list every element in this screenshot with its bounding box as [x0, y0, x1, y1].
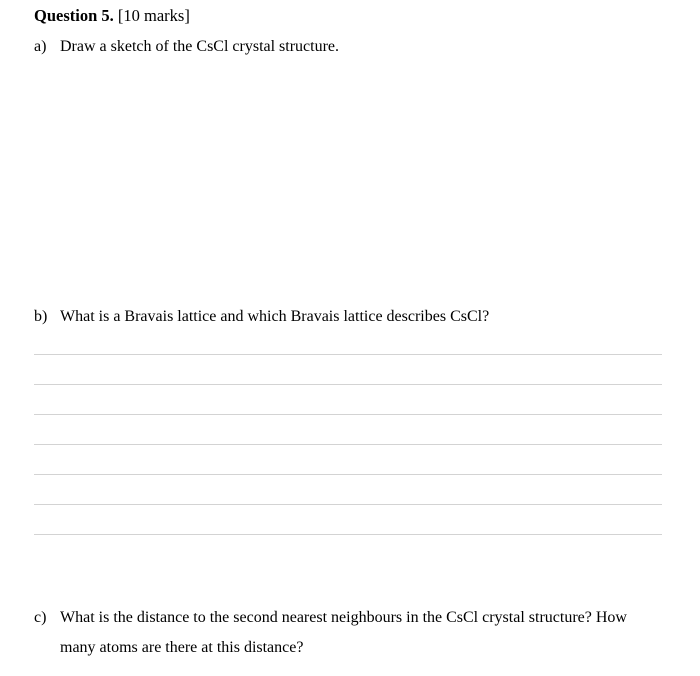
question-title — [34, 6, 190, 26]
part-c-text-line1: What is the distance to the second nearest neighbours in the CsCl crystal structure? How — [60, 609, 627, 626]
sketch-area[interactable] — [34, 64, 662, 294]
part-a-text: Draw a sketch of the CsCl crystal structure. — [60, 38, 340, 55]
part-b-text: What is a Bravais lattice and which Bravais lattice describes CsCl? — [60, 308, 490, 325]
answer-line[interactable] — [34, 414, 662, 415]
answer-line[interactable] — [34, 354, 662, 355]
question-label: Question 5. — [34, 6, 114, 25]
answer-line[interactable] — [34, 474, 662, 475]
answer-line[interactable] — [34, 384, 662, 385]
part-c-letter: c) — [34, 609, 47, 626]
answer-line[interactable] — [34, 444, 662, 445]
part-a-letter: a) — [34, 38, 47, 55]
part-b-letter: b) — [34, 308, 48, 325]
answer-lines[interactable] — [34, 354, 662, 564]
question-marks: [10 marks] — [117, 6, 190, 25]
answer-line[interactable] — [34, 504, 662, 505]
answer-line[interactable] — [34, 534, 662, 535]
part-c-text-line2: many atoms are there at this distance? — [60, 639, 304, 656]
